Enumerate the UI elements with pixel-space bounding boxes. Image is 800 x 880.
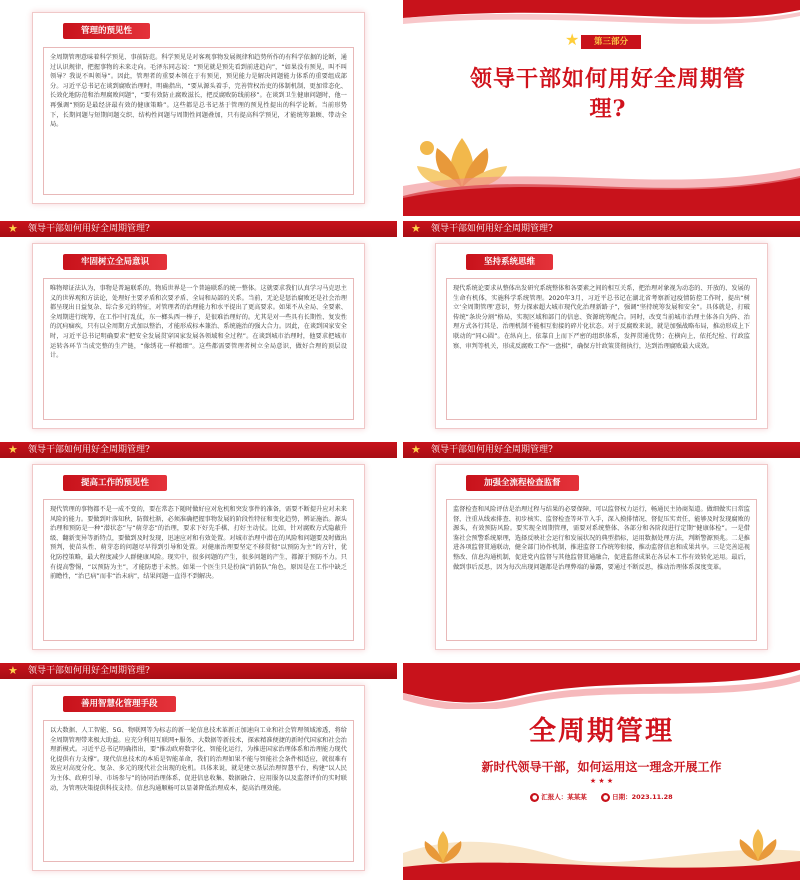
- body-text: 现代系统论要求从整体出发研究系统整体和各要素之间的相互关系，把治理对象视为动态的、开放的、发展的生命有机体，实施科学系统管理。2020年3月，习近平总书记在湖北省考察新冠疫情防控工作时，提出“树立‘全周期管理’意识，努力探索超大城市现代化治理新路子”，强调“坚持统筹发展和安全”。具体就是，打破传统“条块分割”格局，实现区域和部门的信息、资源统筹配合。同时，改变当前城市治理主体各自为阵、治理方式各行其是、治理机制不能相互衔接的碎片化状态。对于反腐败来说，就是加强战略布局，推动形成上下联动的“同心圆”。在纵向上，依靠自上而下严密的组织体系，发挥贯通优势；在横向上，依托纪检、行政监察、审判等机关，形成反腐败工作“一盘棋”，确保方针政策贯彻执行，达到治理腐败最大成效。: [446, 278, 757, 420]
- content-card: [435, 243, 768, 429]
- user-icon: ●: [532, 793, 538, 801]
- calendar-icon: ●: [602, 793, 609, 801]
- star-icon: ★: [565, 30, 580, 49]
- section-badge: 牢固树立全局意识: [63, 254, 167, 270]
- body-text: 现代管理的事物都不是一成不变的，要在常态下随时做好应对危机和突发事件的准备，需要不断提升应对未来风险的能力。要做到叶落知秋，防微杜渐，必须准确把握事物发展的阶段性特征和变化趋势，辨证施治。源头治理和预防是一种“潜状态”与“萌芽态”的治理，要求下好先手棋、打好主动仗。比如，针对腐败方式隐蔽升级、翻新变异等新特点，要做到及时发现，迅速应对和有效处置。对城市治理中潜在的风险和问题要及时做出预判，使苗头性、萌芽态的问题尽早得到引导和处置。对健康治理要坚定不移贯彻“以预防为主”的方针，优化防控策略，最大程度减少人群健康风险。现实中，很多问题的产生，很多问题的产生，都源于预防不力。只有提高警惕，“以预防为主”，才能防患于未然。如果一个医生只是扮演“消防队”角色，原因是在工作中缺乏前瞻性，“治已病”而非“治未病”，结果问题一直得不到解决。: [43, 499, 354, 641]
- part-label: 第三部分: [581, 35, 641, 49]
- content-card: [32, 12, 365, 204]
- body-text: 唯物辩证法认为，事物是普遍联系的，物质世界是一个普遍联系的统一整体。这就要求我们认真学习马克思主义的世界观和方法论，处理好主要矛盾和次要矛盾、全局和局部的关系。当前，无论是惩治腐败还是社会治理都呈现出日益复杂、综合多元的特征，对管理者的治理能力和水平提出了更高要求。如果不从全局、全要素、全周期进行统筹，在工作中打乱仗，东一榔头西一棒子，是很难治理好的。尤其是对一些具有长期性、复发性的沉疴痼疾，只有以全周期方式加以整治，才能形成标本兼治、系统施治的强大合力。因此，在谈到国家安全时，习近平总书记明确要求“把安全发展贯穿国家发展各领域和全过程”。在谈到城市治理时，他要求把城市运转各环节当成完整的生产链，“像绣花一样精细”。这些都需要管理者树立全局意识，做好合理的顶层设计。: [43, 278, 354, 420]
- section-badge: 善用智慧化管理手段: [63, 696, 176, 712]
- header-title: 领导干部如何用好全周期管理?: [431, 445, 553, 455]
- body-text: 全周期管理意味着科学预见、事前防范。科学预见是对客观事物发展规律和趋势所作的有科学依据的论断，通过认识规律，把握事物的未来走向。毛泽东同志说：“预见就是预先看到前进趋向”，“如果没有预见，叫不叫领导？我说不叫领导”。因此，管理者的重要本领在于有预见，预见能力是解决问题能力体系的重要组成部分。习近平总书记在谈到腐败治理时，明确指出，“要从源头着手，完善管权治吏的体制机制，更加常态化、长效化地防范和治理腐败问题”，“要有效防止腐败滋长，把反腐败防线前移”。在谈到卫生健康问题时，他一再强调“预防是最经济最有效的健康策略”。这些都是总书记基于管理的预见性提出的科学论断。当前形势下，长期问题与短期问题交织、结构性问题与周期性问题叠加，只有提高科学预见，才能统筹兼顾、带动全局。: [43, 47, 354, 195]
- slide-process-supervision: [403, 442, 800, 658]
- presenter-info: [403, 792, 800, 802]
- slide-header-bar: [403, 442, 800, 458]
- stars-decoration: ★ ★ ★: [589, 777, 614, 785]
- header-title: 领导干部如何用好全周期管理?: [28, 666, 150, 676]
- section-badge: 提高工作的预见性: [63, 475, 167, 491]
- content-card: [435, 464, 768, 650]
- section-title: 领导干部如何用好全周期管理?: [469, 66, 746, 122]
- content-card: [32, 464, 365, 650]
- slide-part-three-cover: [403, 0, 800, 216]
- slide-header-bar: [0, 442, 397, 458]
- content-card: [32, 685, 365, 871]
- header-title: 领导干部如何用好全周期管理?: [431, 224, 553, 234]
- reporter-label: 汇报人：某某某: [541, 793, 587, 801]
- slide-systems-thinking: [403, 221, 800, 437]
- slide-header-bar: [403, 221, 800, 237]
- slide-management-foresight: [0, 0, 397, 216]
- section-badge: 坚持系统思维: [466, 254, 553, 270]
- slide-closing-cover: [403, 663, 800, 880]
- section-badge: 管理的预见性: [63, 23, 150, 39]
- top-wave-decoration: [403, 0, 800, 40]
- closing-title: 全周期管理: [529, 716, 674, 747]
- body-text: 监督检查和风险评估是治理过程与结果的必要保障，可以监督权力运行，畅通民主协商渠道。做细做实日常监督，注重从线索排查、初步核实、监督检查等环节入手，深入摸排情况、督促压实责任，能够及时发现腐败的源头，有效预防风险。要实现全周期管理，需要对系统整体、各部分和各阶段进行定期“健康体检”。一是借鉴社会预警系统原理，选择反映社会运行和发展状况的典型指标，运用数据处理方法，判断警源预兆。二是推进各项监督贯通联动，健全部门协作机制，推进监督工作统筹衔接，推动监督信息和成果共享。三是完善巡视整改、信息沟通机制，促进党内监督与其他监督贯通融合，促进监督成果在各层本工作有效转化运用。最后，做到事后反思，因为每次出现问题都是治理弊端的暴露，要通过不断反思，推动治理体系深度变革。: [446, 499, 757, 641]
- slide-smart-management: [0, 663, 397, 879]
- top-wave-decoration: [403, 663, 800, 709]
- header-title: 领导干部如何用好全周期管理?: [28, 224, 150, 234]
- star-icon: ★: [8, 664, 18, 677]
- closing-subtitle: 新时代领导干部，如何运用这一理念开展工作: [481, 760, 722, 774]
- content-card: [32, 243, 365, 429]
- body-text: 以大数据、人工智能、5G、物联网等为标志的新一轮信息技术革新正加速向工业和社会管理领域渗透，将给全周期管理带来极大助益。应充分利用互联网+服务、大数据等新技术，探索精准便捷的新时代国家和社会治理新模式。习近平总书记明确指出，要“推动政府数字化、智能化运行，为推进国家治理体系和治理能力现代化提供有力支撑”。现代信息技术的本质是智能革命，我们的治理如果不能与智能社会条件相适应，就很难有效应对高度分化、复杂、多元的现代社会出现的危机。具体来说，就是建立基层治理智慧平台，构建“以人民为主体、政府引导、市场参与”的协同治理体系，促进信息收集、数据融合、应用服务以及监督评价的实时联动，为管理决策提供科技支持。信息沟通顺畅可以显著降低治理成本，提高治理效能。: [43, 720, 354, 862]
- header-title: 领导干部如何用好全周期管理?: [28, 445, 150, 455]
- slide-global-awareness: [0, 221, 397, 437]
- bottom-wave-decoration: [403, 156, 800, 216]
- slide-header-bar: [0, 663, 397, 679]
- star-icon: ★: [411, 443, 421, 456]
- slide-header-bar: [0, 221, 397, 237]
- slide-work-foresight: [0, 442, 397, 658]
- star-icon: ★: [411, 222, 421, 235]
- star-icon: ★: [8, 222, 18, 235]
- date-label: 日期：2023.11.28: [612, 793, 673, 801]
- lotus-landscape-illustration: [403, 803, 800, 880]
- star-icon: ★: [8, 443, 18, 456]
- section-badge: 加强全流程检查监督: [466, 475, 579, 491]
